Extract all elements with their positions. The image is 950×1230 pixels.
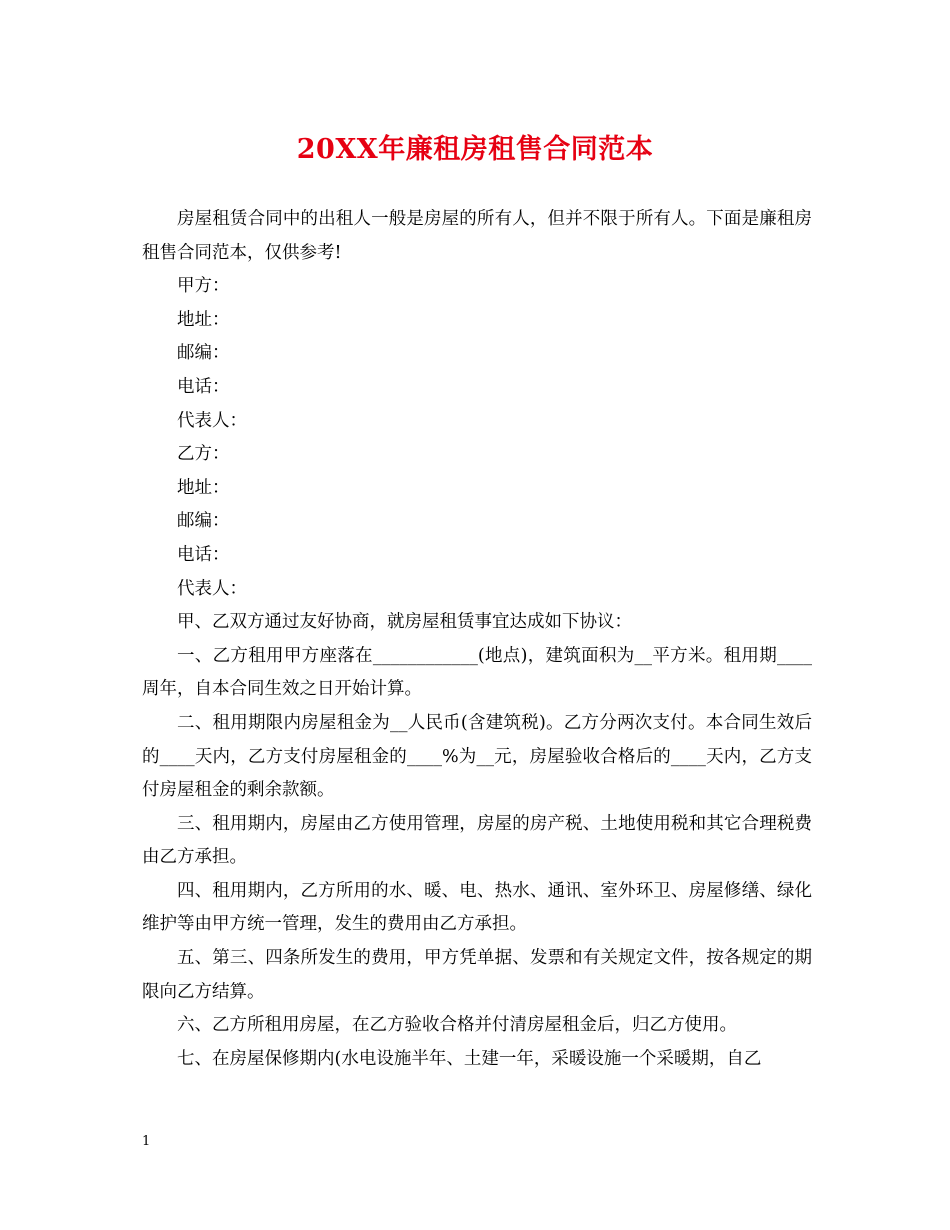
clause-6: 六、乙方所租用房屋，在乙方验收合格并付清房屋租金后，归乙方使用。: [177, 1015, 737, 1036]
party-a-label: 甲方：: [177, 276, 230, 297]
clause-5: 五、第三、四条所发生的费用，甲方凭单据、发票和有关规定文件，按各规定的期限向乙方结算。: [142, 948, 812, 1002]
party-b-phone: 电话：: [177, 544, 230, 565]
clause-3: 三、租用期内，房屋由乙方使用管理，房屋的房产税、土地使用税和其它合理税费由乙方承担。: [142, 813, 812, 868]
intro-paragraph: 房屋租赁合同中的出租人一般是房屋的所有人，但并不限于所有人。下面是廉租房租售合同范本，仅供参考!: [142, 209, 812, 263]
party-b-label: 乙方：: [177, 444, 230, 465]
clause-4: 四、租用期内，乙方所用的水、暖、电、热水、通讯、室外环卫、房屋修缮、绿化维护等由甲方统一管理，发生的费用由乙方承担。: [142, 880, 812, 935]
party-b-address: 地址：: [177, 477, 230, 498]
party-a-address: 地址：: [177, 309, 230, 330]
party-a-postcode: 邮编：: [177, 343, 230, 364]
clause-1: 一、乙方租用甲方座落在____________(地点)，建筑面积为__平方米。租用期____周年，自本合同生效之日开始计算。: [142, 645, 812, 700]
party-a-phone: 电话：: [177, 376, 230, 397]
document-title: 20XX年廉租房租售合同范本: [296, 134, 654, 165]
party-a-representative: 代表人：: [177, 410, 247, 431]
page-number: 1: [142, 1134, 151, 1149]
document-body: [142, 203, 812, 1076]
party-b-postcode: 邮编：: [177, 511, 230, 532]
clause-7: 七、在房屋保修期内(水电设施半年、土建一年，采暖设施一个采暖期，自乙: [177, 1048, 762, 1069]
party-b-representative: 代表人：: [177, 578, 247, 599]
clause-2: 二、租用期限内房屋租金为__人民币(含建筑税)。乙方分两次支付。本合同生效后的____天内，乙方支付房屋租金的____%为__元，房屋验收合格后的____天内，乙方支付房屋租金的剩余款额。: [142, 712, 812, 801]
agreement-intro: 甲、乙双方通过友好协商，就房屋租赁事宜达成如下协议：: [177, 612, 632, 633]
